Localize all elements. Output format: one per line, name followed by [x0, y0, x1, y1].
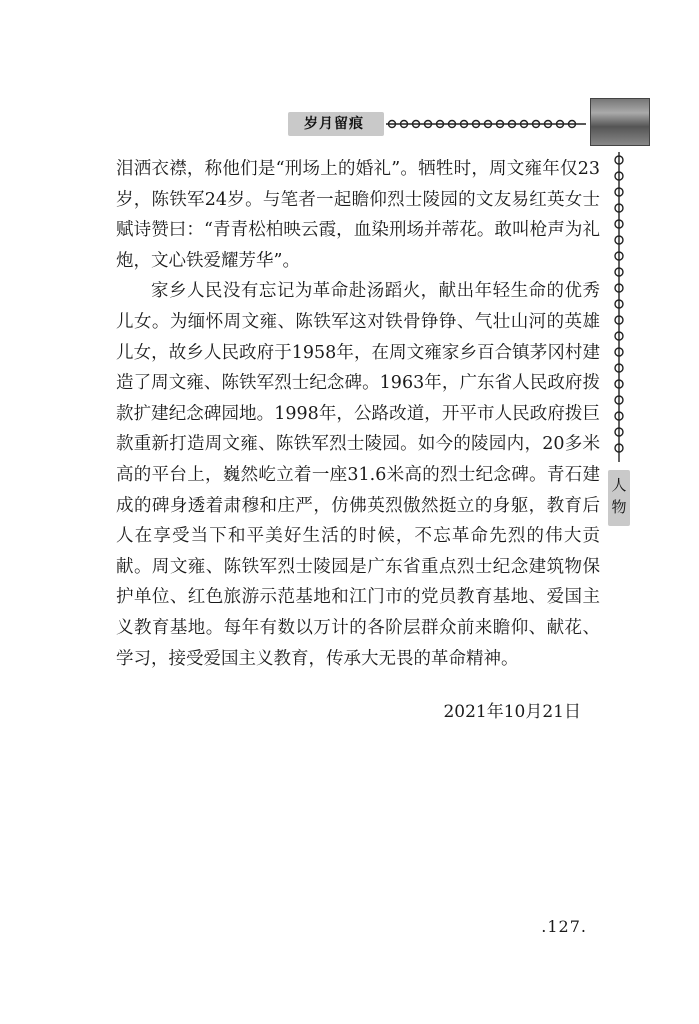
vertical-ornament-icon: [612, 152, 626, 462]
chapter-tab-label: 人物: [611, 476, 627, 516]
section-title: 岁月留痕: [304, 116, 364, 132]
page-number: .127.: [541, 917, 587, 936]
paragraph: 家乡人民没有忘记为革命赴汤蹈火，献出年轻生命的优秀儿女。为缅怀周文雍、陈铁军这对铁骨铮铮、气壮山河的英雄儿女，故乡人民政府于1958年，在周文雍家乡百合镇茅冈村建造了周文雍、陈铁军烈士纪念碑。1963年，广东省人民政府拨款扩建纪念碑园地。1998年，公路改道，开平市人民政府拨巨款重新打造周文雍、陈铁军烈士陵园。如今的陵园内，20多米高的平台上，巍然屹立着一座31.6米高的烈士纪念碑。青石建成的碑身透着肃穆和庄严，仿佛英烈傲然挺立的身躯，教育后人在享受当下和平美好生活的时候，不忘革命先烈的伟大贡献。周文雍、陈铁军烈士陵园是广东省重点烈士纪念建筑物保护单位、红色旅游示范基地和江门市的党员教育基地、爱国主义教育基地。每年有数以万计的各阶层群众前来瞻仰、献花、学习，接受爱国主义教育，传承大无畏的革命精神。: [116, 281, 600, 669]
running-header: [288, 112, 588, 136]
scroll-ornament-icon: [386, 118, 586, 130]
landscape-photo: [590, 98, 650, 146]
article-date: 2021年10月21日: [443, 702, 581, 722]
paragraph: 泪洒衣襟，称他们是“刑场上的婚礼”。牺牲时，周文雍年仅23岁，陈铁军24岁。与笔者一起瞻仰烈士陵园的文友易红英女士赋诗赞曰：“青青松柏映云霞，血染刑场并蒂花。敢叫枪声为礼炮，文心铁爱耀芳华”。: [116, 159, 600, 271]
chapter-tab: [608, 470, 630, 526]
article-body: [116, 154, 600, 674]
